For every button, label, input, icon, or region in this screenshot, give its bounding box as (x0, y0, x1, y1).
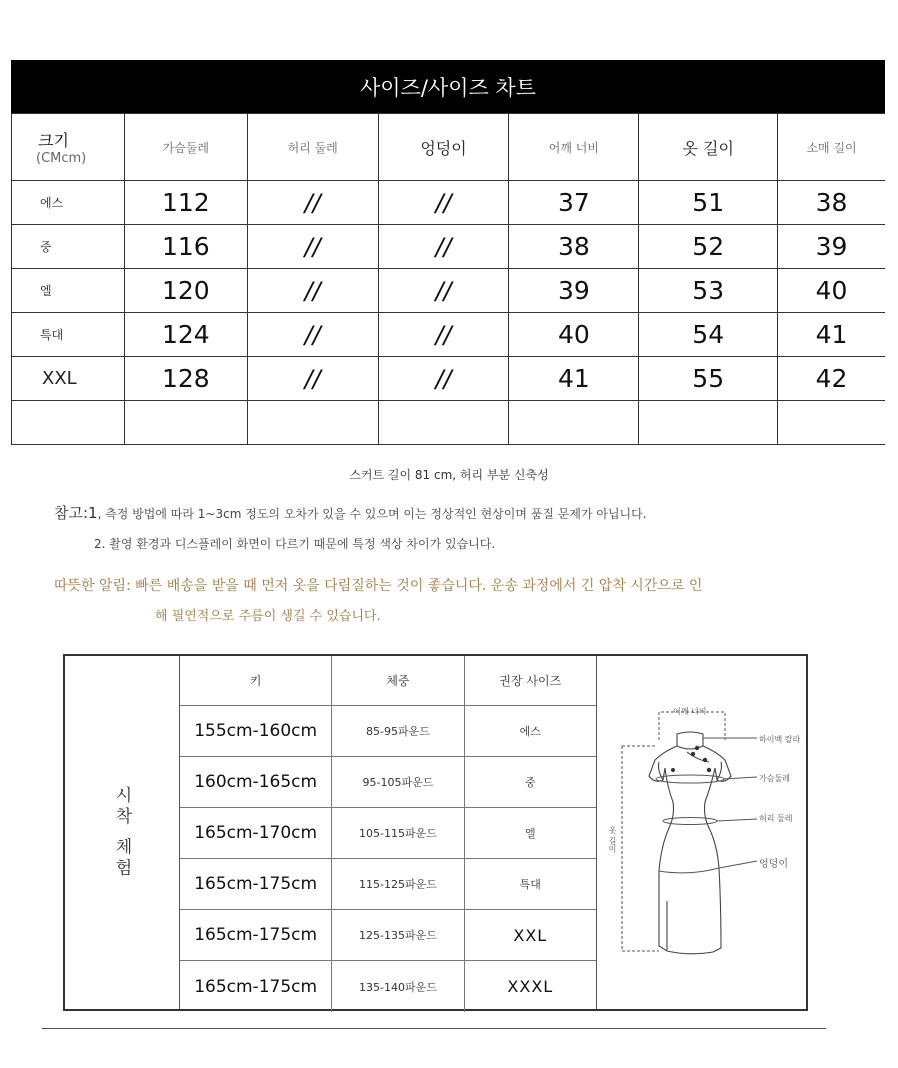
size-label: 중 (12, 225, 125, 268)
shoulder-width-label: 어깨 너비 (673, 707, 707, 716)
weight-value: 95-105파운드 (362, 776, 434, 789)
table-row-empty (12, 400, 885, 444)
length-label: 옷 길이 (608, 826, 617, 853)
skirt-length-note: 스커트 길이 81 cm, 허리 부분 신축성 (349, 468, 549, 482)
try-on-side-label: 시착 체험 (111, 785, 132, 880)
height-value: 160cm-165cm (194, 772, 318, 792)
shoulder-value: 37 (557, 188, 590, 217)
weight-header: 체중 (386, 674, 410, 688)
size-label: 에스 (12, 181, 125, 224)
column-header-sleeve: 소매 길이 (806, 140, 857, 155)
bust-value: 120 (161, 276, 210, 305)
hip-value: // (435, 276, 452, 305)
collar-label: 하이백 칼라 (759, 735, 801, 744)
size-label: 특대 (12, 313, 125, 356)
height-value: 165cm-175cm (194, 874, 318, 894)
waist-value: // (304, 188, 321, 217)
table-row (12, 180, 885, 224)
warm-reminder-line-1: 따뜻한 알림: 빠른 배송을 받을 때 먼저 옷을 다림질하는 것이 좋습니다. 운송 과정에서 긴 압착 시간으로 인 (54, 578, 703, 594)
weight-value: 125-135파운드 (359, 929, 437, 942)
hip-value: // (435, 364, 452, 393)
waist-value: // (304, 320, 321, 349)
length-value: 55 (692, 364, 725, 393)
column-header-shoulder: 어깨 너비 (509, 114, 639, 180)
table-row (180, 706, 596, 757)
size-label: 엘 (12, 269, 125, 312)
bust-value: 116 (161, 232, 210, 261)
table-row (12, 224, 885, 268)
sleeve-value: 42 (815, 364, 848, 393)
recommended-size-header: 권장 사이즈 (499, 674, 562, 688)
color-difference-note: 2. 촬영 환경과 디스플레이 화면이 다르기 때문에 특정 색상 차이가 있습니다. (94, 537, 496, 551)
weight-value: 115-125파운드 (359, 878, 437, 891)
waist-value: // (304, 364, 321, 393)
table-row (180, 757, 596, 808)
length-value: 54 (692, 320, 725, 349)
try-on-header-row (180, 656, 596, 706)
hip-label: 엉덩이 (759, 859, 788, 870)
table-row (180, 910, 596, 961)
size-chart-table (11, 113, 885, 445)
table-row (180, 859, 596, 910)
try-on-table (179, 656, 597, 1009)
hip-value: // (435, 232, 452, 261)
column-header-bust: 가슴둘레 (125, 114, 248, 180)
shoulder-value: 39 (557, 276, 590, 305)
table-row (12, 268, 885, 312)
recommended-size: XXL (513, 925, 548, 945)
length-value: 52 (692, 232, 725, 261)
note-lead: 참고:1 (54, 504, 98, 522)
height-value: 165cm-175cm (194, 976, 318, 997)
weight-value: 105-115파운드 (359, 827, 437, 840)
table-row (180, 808, 596, 859)
try-on-panel (63, 654, 808, 1011)
sleeve-value: 39 (815, 232, 848, 261)
recommended-size: XXXL (507, 977, 554, 996)
recommended-size: 중 (524, 776, 536, 789)
table-row (12, 312, 885, 356)
height-value: 155cm-160cm (194, 721, 318, 741)
table-row (180, 961, 596, 1012)
waist-label: 허리 둘레 (759, 814, 793, 823)
size-label: XXL (12, 357, 125, 400)
warm-reminder-line-2: 해 필연적으로 주름이 생길 수 있습니다. (155, 609, 381, 624)
height-header: 키 (249, 674, 262, 688)
size-header-cell (12, 114, 125, 180)
hip-value: // (435, 188, 452, 217)
height-value: 165cm-170cm (194, 823, 318, 843)
bust-value: 112 (161, 188, 210, 217)
bottom-divider (42, 1028, 826, 1029)
shoulder-value: 41 (557, 364, 590, 393)
height-value: 165cm-175cm (194, 925, 318, 945)
recommended-size: 에스 (519, 725, 541, 738)
size-chart (11, 60, 885, 445)
size-chart-title: 사이즈/사이즈 차트 (11, 60, 885, 113)
sleeve-value: 40 (815, 276, 848, 305)
column-header-length: 옷 길이 (639, 114, 778, 180)
column-header-hip: 엉덩이 (379, 114, 510, 180)
recommended-size: 특대 (519, 878, 541, 891)
size-unit-label: (CMcm) (36, 151, 87, 166)
size-chart-header-row (12, 113, 885, 180)
bust-value: 124 (161, 320, 210, 349)
sleeve-value: 38 (815, 188, 848, 217)
table-row (12, 356, 885, 400)
note-text: , 측정 방법에 따라 1~3cm 정도의 오차가 있을 수 있으며 이는 정상적인 현상이며 품질 문제가 아닙니다. (97, 507, 647, 521)
measurement-note (54, 502, 647, 523)
sleeve-value: 41 (815, 320, 848, 349)
shoulder-value: 38 (557, 232, 590, 261)
size-header-label: 크기 (38, 131, 69, 150)
length-value: 53 (692, 276, 725, 305)
shoulder-value: 40 (557, 320, 590, 349)
dress-measurement-diagram (597, 656, 808, 1009)
recommended-size: 엘 (524, 827, 536, 840)
bust-value: 128 (161, 364, 210, 393)
hip-value: // (435, 320, 452, 349)
waist-value: // (304, 276, 321, 305)
bust-label: 가슴둘레 (759, 774, 790, 783)
weight-value: 85-95파운드 (366, 725, 430, 738)
length-value: 51 (692, 188, 725, 217)
column-header-waist: 허리 둘레 (248, 114, 379, 180)
waist-value: // (304, 232, 321, 261)
weight-value: 135-140파운드 (359, 980, 437, 994)
